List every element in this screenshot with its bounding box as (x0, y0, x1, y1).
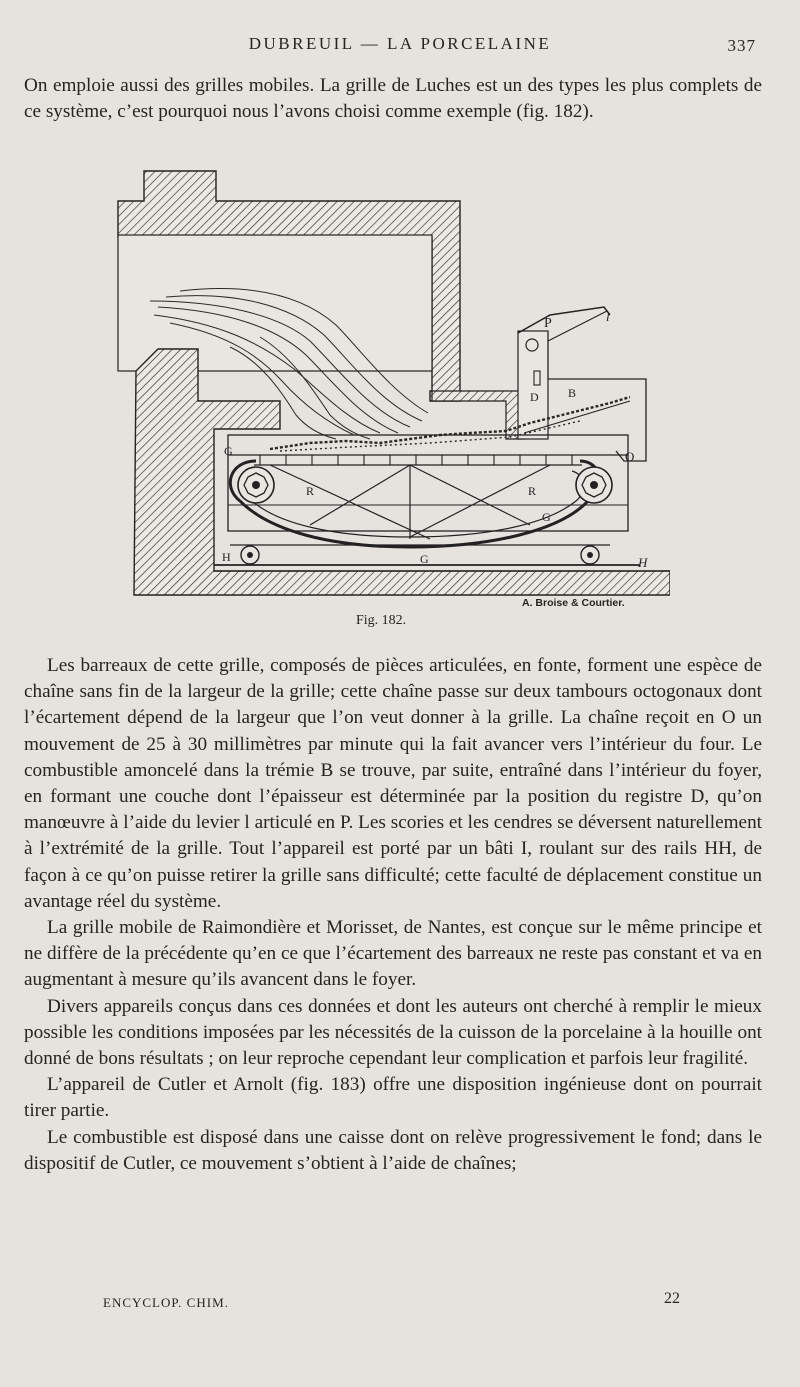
label-b: B (568, 386, 577, 400)
paragraph: Divers appareils conçus dans ces données et dont les auteurs ont cherché à remplir le mieux possible les conditions imposées par les nécessités de la cuisson de la porcelaine à la houille ont donné de bons résultats ; on leur reproche cependant leur complication et parfois leur fragilité. (24, 995, 762, 1070)
right-drum (576, 467, 612, 503)
grille-diagram (110, 165, 670, 625)
paragraph: Les barreaux de cette grille, composés de pièces articulées, en fonte, forment une espèce de chaîne sans fin de la largeur de la grille; cette chaîne passe sur deux tambours octogonaux dont l’écartement dépend de la largeur que l’on veut donner à la grille. La chaîne reçoit en O un mouvement de 25 à 30 millimètres par minute qui la fait avancer vers l’intérieur du four. Le combustible amoncelé dans la trémie B se trouve, par suite, entraîné dans l’intérieur du foyer, en formant une couche dont l’épaisseur est déterminée par la position du registre D, qu’on manœuvre à l’aide du levier l articulé en P. Les scories et les cendres se déversent naturellement à l’extrémité de la grille. Tout l’appareil est porté par un bâti I, roulant sur des rails HH, de façon à ce qu’on puisse retirer la grille sans difficulté; cette faculté de déplacement constitue un avantage réel du système. (24, 655, 762, 912)
page-number: 337 (727, 36, 756, 55)
label-h-left: H (222, 550, 231, 564)
label-p: P (544, 316, 552, 331)
figure-caption: Fig. 182. (356, 613, 407, 628)
signature-number: 22 (664, 1290, 680, 1307)
figure-182 (110, 165, 670, 625)
paragraph: Le combustible est disposé dans une caisse dont on relève progressivement le fond; dans le dispositif de Cutler, ce mouvement s’obtient à l’aide de chaînes; (24, 1126, 762, 1174)
label-o: O (625, 449, 635, 464)
left-drum (238, 467, 274, 503)
register-d (432, 391, 524, 439)
grate-bars (260, 455, 572, 465)
footer-signature: ENCYCLOP. CHIM. (103, 1295, 229, 1310)
lever-l (518, 307, 610, 333)
label-r-left: R (306, 484, 315, 498)
running-title: DUBREUIL — LA PORCELAINE (248, 34, 552, 53)
label-g-bottom: G (420, 552, 429, 566)
label-d: D (530, 390, 539, 404)
label-g-left: G (224, 444, 233, 458)
label-l: l (606, 309, 610, 324)
running-header (0, 34, 800, 60)
label-g-inner: G (542, 510, 551, 524)
paragraph: L’appareil de Cutler et Arnolt (fig. 183) offre une disposition ingénieuse dont on pourrait tirer partie. (24, 1074, 762, 1122)
label-r-right: R (528, 484, 537, 498)
label-h-right: H (638, 555, 648, 570)
body-text (24, 653, 762, 1177)
intro-paragraph: On emploie aussi des grilles mobiles. La grille de Luches est un des types les plus complets de ce système, c’est pourquoi nous l’avons choisi comme exemple (fig. 182). (24, 75, 762, 123)
intro-text (24, 73, 762, 125)
paragraph: La grille mobile de Raimondière et Morisset, de Nantes, est conçue sur le même principe et ne diffère de la précédente qu’en ce que l’écartement des barreaux ne reste pas constant et va en augmentant à mesure qu’ils avancent dans le foyer. (24, 917, 762, 991)
figure-credit: A. Broise & Courtier. (522, 597, 625, 609)
